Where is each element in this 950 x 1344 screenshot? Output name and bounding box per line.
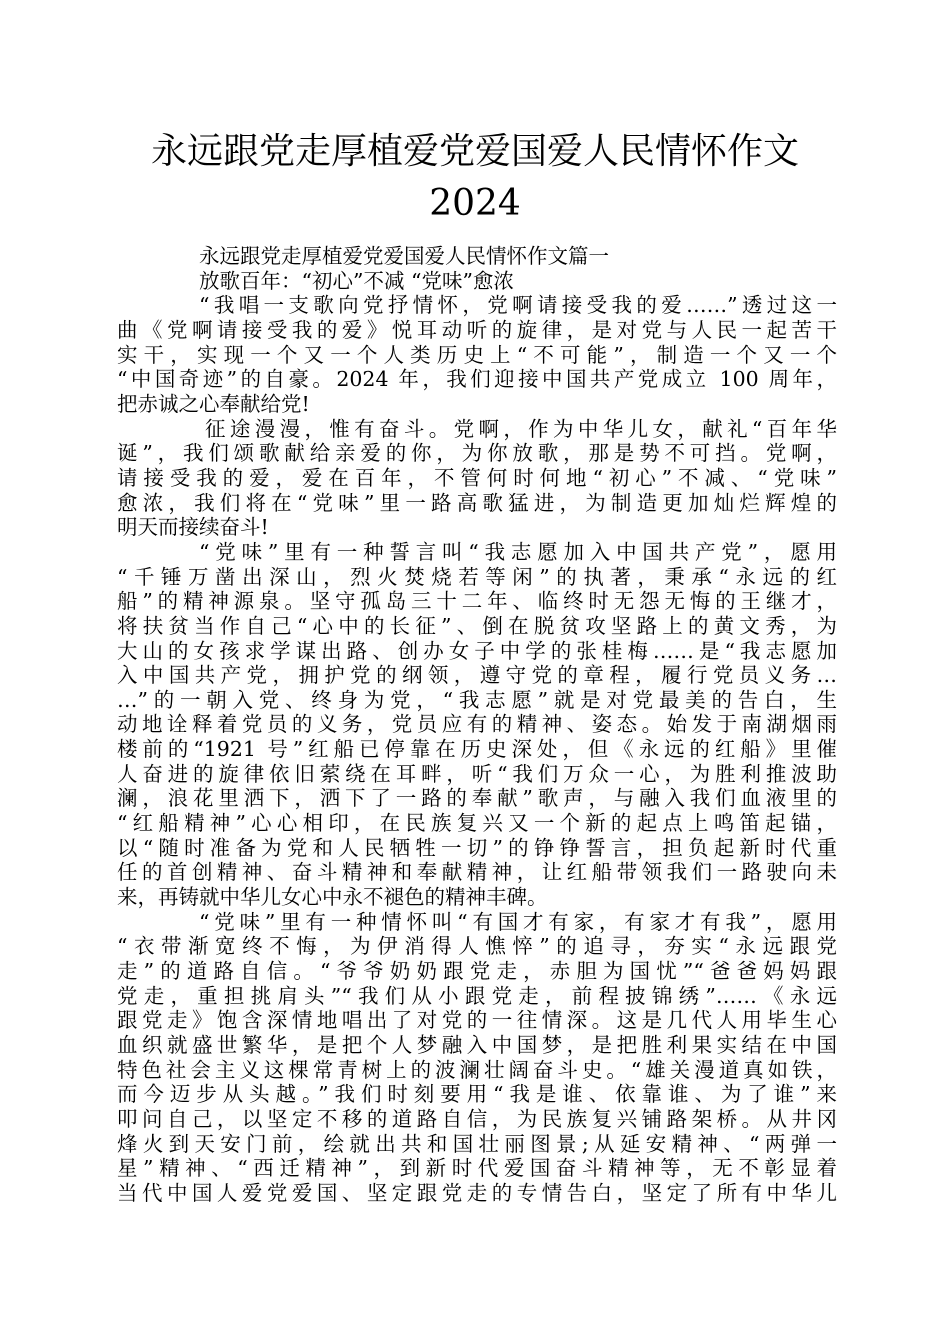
text-line: “党味”里有一种情怀叫“有国才有家，有家才有我”，愿用 bbox=[199, 909, 837, 934]
text-line: 征途漫漫，惟有奋斗。党啊，作为中华儿女，献礼“百年华 bbox=[205, 416, 837, 441]
text-line: 明天而接续奋斗! bbox=[117, 515, 269, 540]
text-line: “中国奇迹”的自豪。2024 年，我们迎接中国共产党成立 100 周年， bbox=[117, 367, 837, 392]
text-line: 而今迈步从头越。”我们时刻要用“我是谁、依靠谁、为了谁”来 bbox=[117, 1082, 837, 1107]
document-body bbox=[117, 244, 837, 1206]
text-line: “千锤万凿出深山，烈火焚烧若等闲”的执著，秉承“永远的红 bbox=[117, 564, 837, 589]
text-line: 入中国共产党，拥护党的纲领，遵守党的章程，履行党员义务… bbox=[117, 663, 837, 688]
text-line: 实干，实现一个又一个人类历史上“不可能”，制造一个又一个 bbox=[117, 342, 837, 367]
text-line: 诞”，我们颂歌献给亲爱的你，为你放歌，那是势不可挡。党啊， bbox=[117, 441, 837, 466]
page-title bbox=[100, 126, 850, 230]
text-line: 跟党走》饱含深情地唱出了对党的一往情深。这是几代人用毕生心 bbox=[117, 1008, 837, 1033]
text-line: 永远跟党走厚植爱党爱国爱人民情怀作文篇一 bbox=[199, 244, 609, 268]
text-line: 党走，重担挑肩头”“我们从小跟党走，前程披锦绣”……《永远 bbox=[117, 983, 837, 1008]
text-line: “红船精神”心心相印，在民族复兴又一个新的起点上鸣笛起锚， bbox=[117, 811, 837, 836]
text-line: 请接受我的爱，爱在百年，不管何时何地“初心”不减、“党味” bbox=[117, 465, 837, 490]
text-line: “衣带渐宽终不悔，为伊消得人憔悴”的追寻，夯实“永远跟党 bbox=[117, 934, 837, 959]
text-line: 船”的精神源泉。坚守孤岛三十二年、临终时无怨无悔的王继才， bbox=[117, 589, 837, 614]
text-line: 动地诠释着党员的义务，党员应有的精神、姿态。始发于南湖烟雨 bbox=[117, 712, 837, 737]
text-line: “我唱一支歌向党抒情怀，党啊请接受我的爱……”透过这一 bbox=[199, 293, 837, 318]
text-line: 叩问自己，以坚定不移的道路自信，为民族复兴铺路架桥。从井冈 bbox=[117, 1106, 837, 1131]
text-line: 放歌百年：“初心”不减 “党味”愈浓 bbox=[199, 268, 514, 293]
text-line: 愈浓，我们将在“党味”里一路高歌猛进，为制造更加灿烂辉煌的 bbox=[117, 490, 837, 515]
text-line: 把赤诚之心奉献给党! bbox=[117, 391, 310, 416]
text-line: 星”精神、“西迁精神”，到新时代爱国奋斗精神等，无不彰显着 bbox=[117, 1156, 837, 1181]
text-line: 将扶贫当作自己“心中的长征”、倒在脱贫攻坚路上的黄文秀，为 bbox=[117, 613, 837, 638]
text-line: 来，再铸就中华儿女心中永不褪色的精神丰碑。 bbox=[117, 885, 548, 910]
title-line-2: 2024 bbox=[429, 183, 521, 224]
text-line: 大山的女孩求学谋出路、创办女子中学的张桂梅……是“我志愿加 bbox=[117, 638, 837, 663]
text-line: 走”的道路自信。“爷爷奶奶跟党走，赤胆为国忧”“爸爸妈妈跟 bbox=[117, 959, 837, 984]
text-line: 澜，浪花里洒下，洒下了一路的奉献”歌声，与融入我们血液里的 bbox=[117, 786, 837, 811]
title-line-1: 永远跟党走厚植爱党爱国爱人民情怀作文 bbox=[150, 131, 799, 172]
text-line: 当代中国人爱党爱国、坚定跟党走的专情告白，坚定了所有中华儿 bbox=[117, 1180, 837, 1205]
text-line: “党味”里有一种誓言叫“我志愿加入中国共产党”，愿用 bbox=[199, 539, 837, 564]
text-line: 特色社会主义这棵常青树上的波澜壮阔奋斗史。“雄关漫道真如铁， bbox=[117, 1057, 837, 1082]
text-line: 曲《党啊请接受我的爱》悦耳动听的旋律，是对党与人民一起苦干 bbox=[117, 317, 837, 342]
text-line: …”的一朝入党、终身为党，“我志愿”就是对党最美的告白，生 bbox=[117, 687, 837, 712]
text-line: 血织就盛世繁华，是把个人梦融入中国梦，是把胜利果实结在中国 bbox=[117, 1033, 837, 1057]
text-line: 任的首创精神、奋斗精神和奉献精神，让红船带领我们一路驶向未 bbox=[117, 860, 837, 885]
text-line: 以“随时准备为党和人民牺牲一切”的铮铮誓言，担负起新时代重 bbox=[117, 835, 837, 860]
text-line: 人奋进的旋律依旧萦绕在耳畔，听“我们万众一心，为胜利推波助 bbox=[117, 761, 837, 786]
text-line: 烽火到天安门前，绘就出共和国壮丽图景;从延安精神、“两弹一 bbox=[117, 1131, 837, 1156]
text-line: 楼前的“1921 号”红船已停靠在历史深处，但《永远的红船》里催 bbox=[117, 737, 837, 762]
